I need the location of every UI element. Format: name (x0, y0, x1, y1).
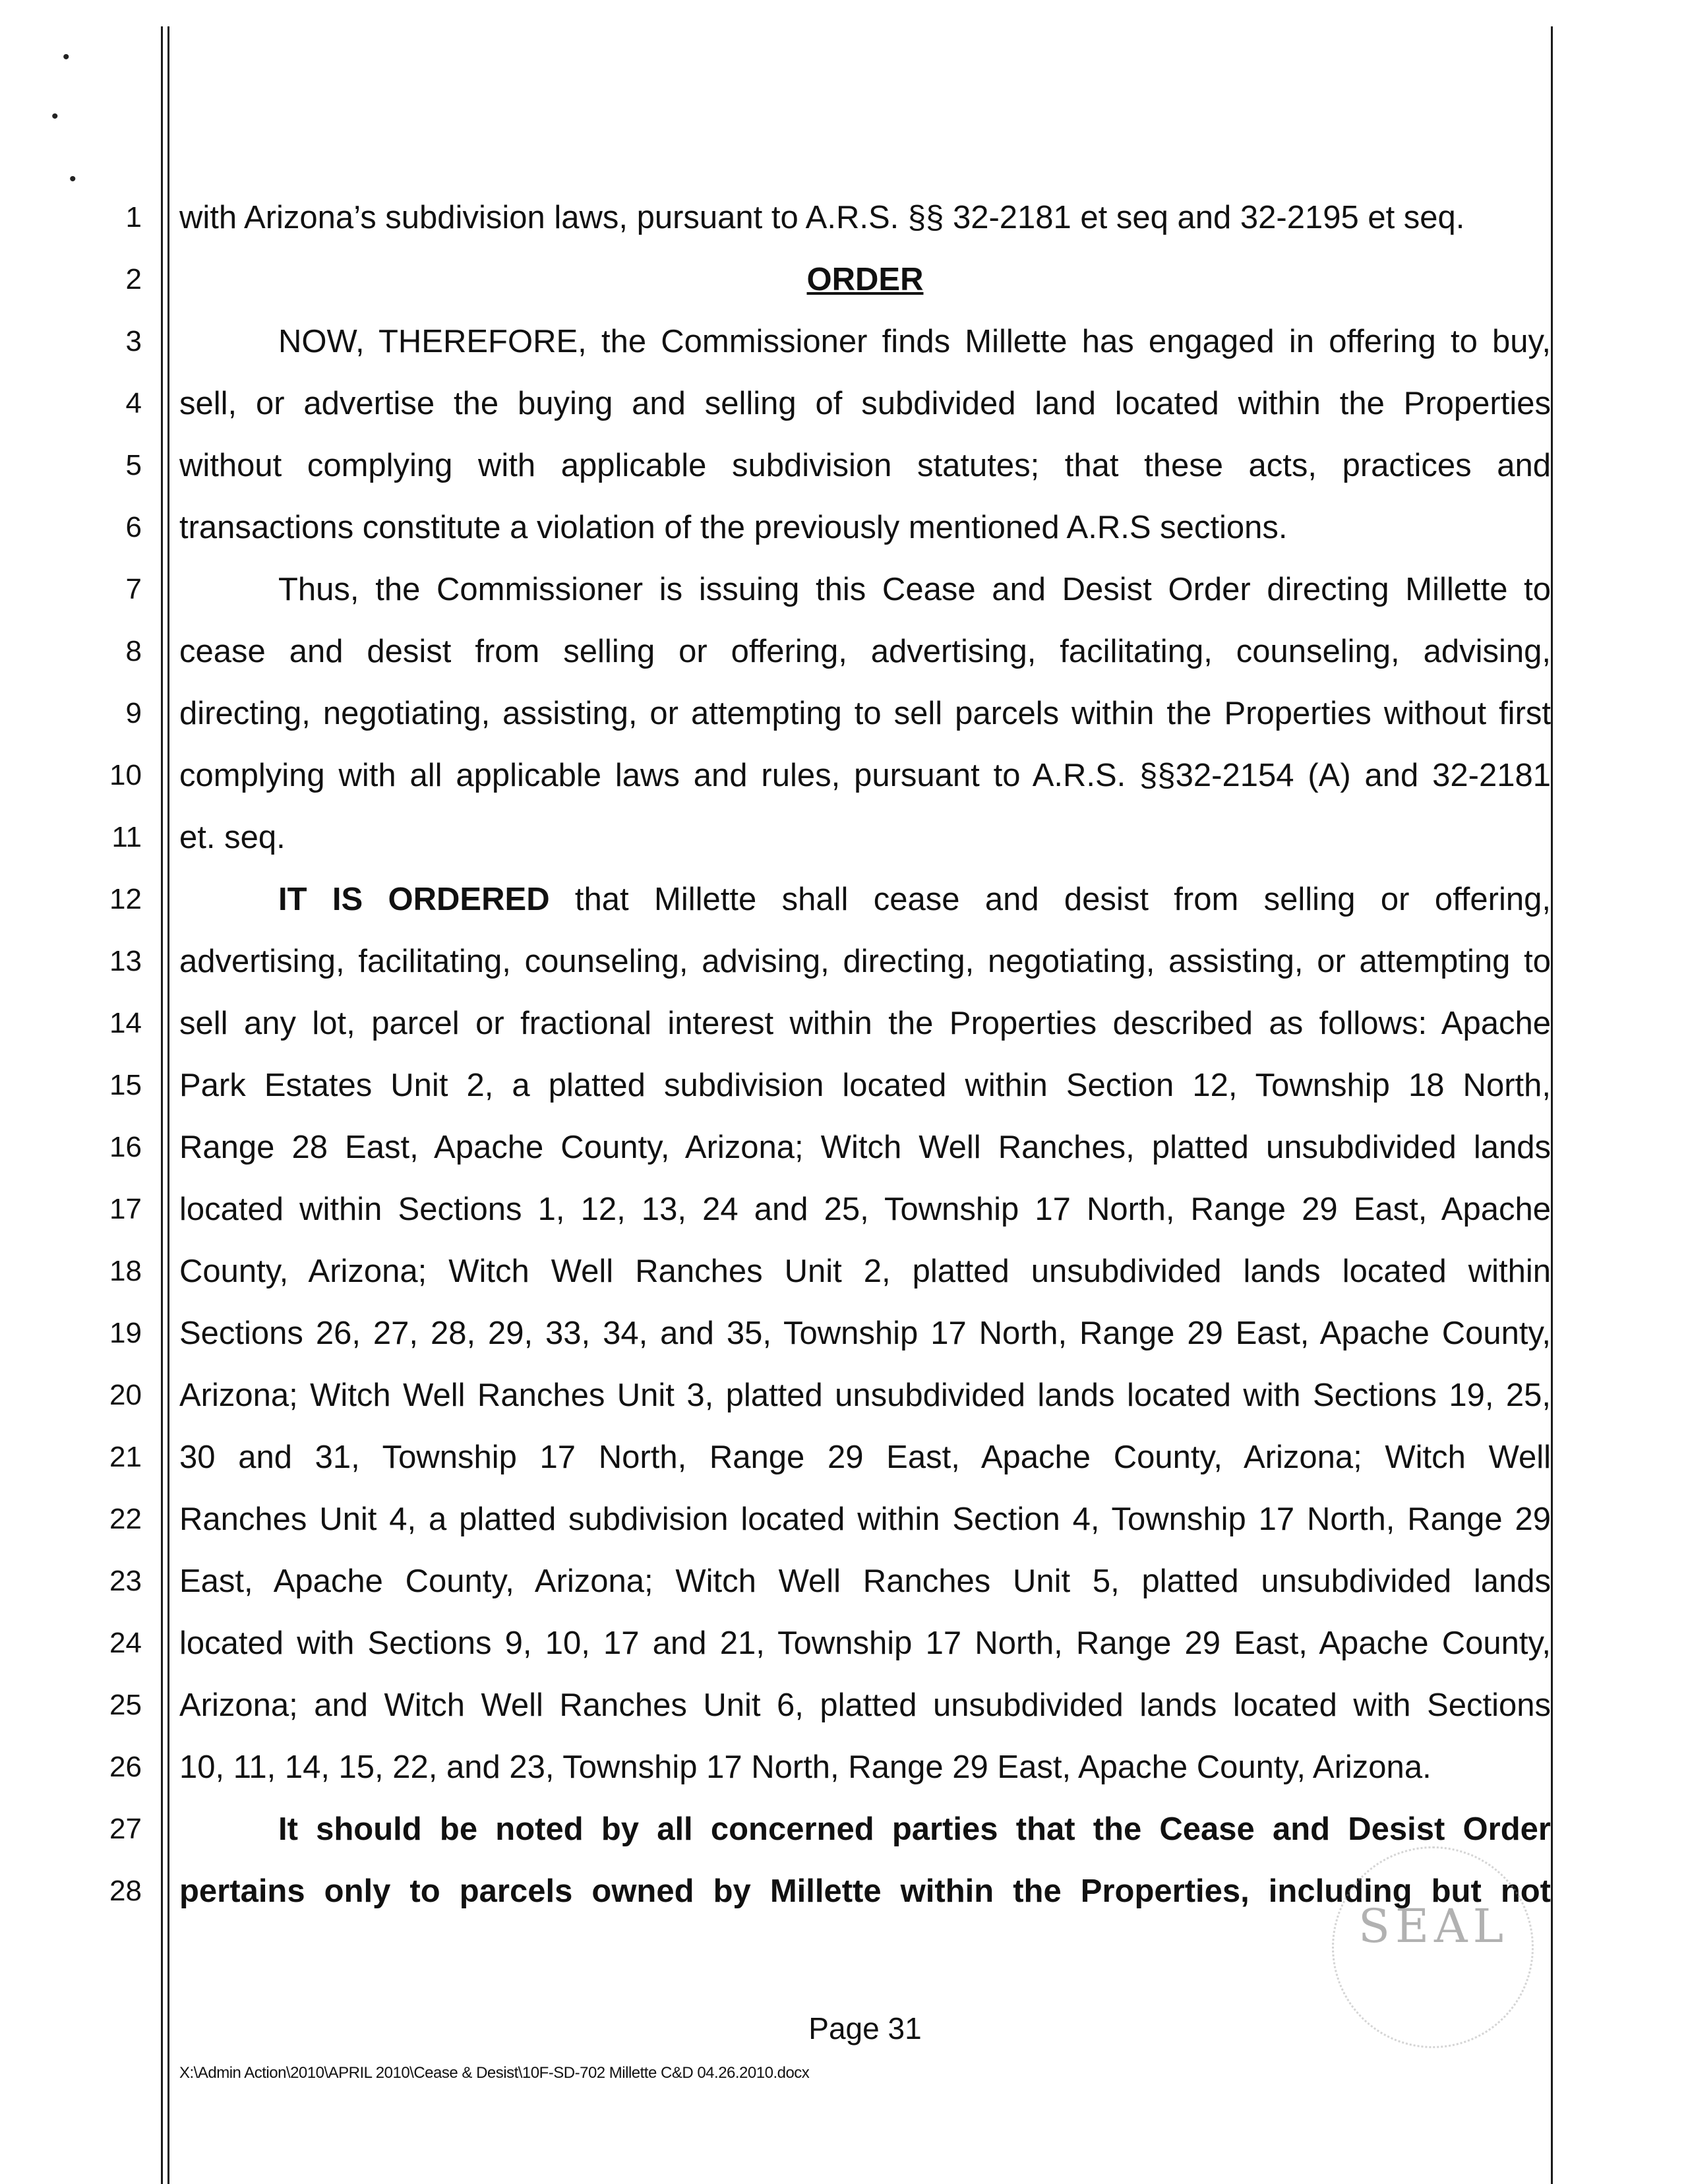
margin-rule-right (1551, 26, 1553, 2184)
line-number: 2 (125, 263, 142, 295)
scan-speck: • (69, 168, 76, 190)
line-number: 21 (109, 1441, 142, 1473)
line-number: 12 (109, 883, 142, 915)
text-span: that Millette shall cease and desist from selling or offering, (549, 882, 1551, 917)
line-number: 4 (125, 387, 142, 419)
line-number: 3 (125, 325, 142, 357)
text-line: Thus, the Commissioner is issuing this Cease and Desist Order directing Millette to (278, 572, 1551, 607)
text-line: Park Estates Unit 2, a platted subdivision located within Section 12, Township 18 North, (179, 1068, 1551, 1103)
text-line-bold: pertains only to parcels owned by Millette within the Properties, including but not (179, 1873, 1551, 1909)
text-line: complying with all applicable laws and rules, pursuant to A.R.S. §§32-2154 (A) and 32-2181 (179, 758, 1551, 793)
section-heading (179, 260, 1551, 299)
line-number: 1 (125, 201, 142, 233)
text-line: cease and desist from selling or offering, advertising, facilitating, counseling, advising, (179, 634, 1551, 669)
text-line: transactions constitute a violation of the previously mentioned A.R.S sections. (179, 510, 1288, 545)
text-line: sell any lot, parcel or fractional interest within the Properties described as follows: Apache (179, 1006, 1551, 1041)
text-line: et. seq. (179, 820, 286, 855)
line-number: 6 (125, 511, 142, 543)
line-number: 10 (109, 759, 142, 791)
text-line: located with Sections 9, 10, 17 and 21, Township 17 North, Range 29 East, Apache County, (179, 1625, 1551, 1661)
text-line: 30 and 31, Township 17 North, Range 29 East, Apache County, Arizona; Witch Well (179, 1440, 1551, 1475)
line-number: 15 (109, 1069, 142, 1101)
text-line: sell, or advertise the buying and selling of subdivided land located within the Properties (179, 386, 1551, 421)
line-number: 26 (109, 1751, 142, 1783)
text-line: County, Arizona; Witch Well Ranches Unit 2, platted unsubdivided lands located within (179, 1254, 1551, 1289)
text-line: Sections 26, 27, 28, 29, 33, 34, and 35, Township 17 North, Range 29 East, Apache County, (179, 1316, 1551, 1351)
line-number: 28 (109, 1875, 142, 1907)
line-number: 23 (109, 1565, 142, 1597)
margin-rule-left-inner (167, 26, 169, 2184)
line-number: 18 (109, 1255, 142, 1287)
scan-speck: • (63, 46, 70, 68)
line-number: 19 (109, 1317, 142, 1349)
text-line: 10, 11, 14, 15, 22, and 23, Township 17 North, Range 29 East, Apache County, Arizona. (179, 1749, 1432, 1785)
line-number: 27 (109, 1813, 142, 1845)
text-line (179, 880, 1551, 919)
text-line-bold: It should be noted by all concerned parties that the Cease and Desist Order (278, 1811, 1551, 1847)
line-number: 20 (109, 1379, 142, 1411)
text-line: NOW, THEREFORE, the Commissioner finds Millette has engaged in offering to buy, (278, 324, 1551, 359)
text-line: advertising, facilitating, counseling, advising, directing, negotiating, assisting, or attempting to (179, 944, 1551, 979)
text-line: without complying with applicable subdivision statutes; that these acts, practices and (179, 448, 1551, 483)
line-number: 22 (109, 1503, 142, 1535)
line-number: 7 (125, 573, 142, 605)
file-path: X:\Admin Action\2010\APRIL 2010\Cease & Desist\10F-SD-702 Millette C&D 04.26.2010.docx (179, 2064, 810, 2082)
line-number: 24 (109, 1627, 142, 1659)
margin-rule-left-outer (161, 26, 163, 2184)
line-number: 11 (111, 821, 142, 853)
line-number: 5 (125, 449, 142, 481)
text-line: East, Apache County, Arizona; Witch Well Ranches Unit 5, platted unsubdivided lands (179, 1563, 1551, 1599)
scan-speck: • (51, 106, 59, 127)
text-line: Arizona; and Witch Well Ranches Unit 6, platted unsubdivided lands located with Sections (179, 1687, 1551, 1723)
line-number: 16 (109, 1131, 142, 1163)
text-line: Ranches Unit 4, a platted subdivision located within Section 4, Township 17 North, Range 29 (179, 1502, 1551, 1537)
text-line: located within Sections 1, 12, 13, 24 and 25, Township 17 North, Range 29 East, Apache (179, 1192, 1551, 1227)
text-line: directing, negotiating, assisting, or attempting to sell parcels within the Properties without first (179, 696, 1551, 731)
line-number: 9 (125, 697, 142, 729)
page-number: Page 31 (808, 2011, 922, 2046)
it-is-ordered-phrase: IT IS ORDERED (278, 882, 550, 917)
line-number: 13 (109, 945, 142, 977)
line-number: 17 (109, 1193, 142, 1225)
line-number: 14 (109, 1007, 142, 1039)
order-heading: ORDER (806, 262, 924, 297)
text-line: Range 28 East, Apache County, Arizona; Witch Well Ranches, platted unsubdivided lands (179, 1130, 1551, 1165)
line-number: 8 (125, 635, 142, 667)
seal-stamp: SEAL (1358, 1899, 1509, 1953)
line-number: 25 (109, 1689, 142, 1721)
text-line: with Arizona’s subdivision laws, pursuant to A.R.S. §§ 32-2181 et seq and 32-2195 et seq. (179, 200, 1465, 235)
text-line: Arizona; Witch Well Ranches Unit 3, platted unsubdivided lands located with Sections 19, 25, (179, 1378, 1551, 1413)
